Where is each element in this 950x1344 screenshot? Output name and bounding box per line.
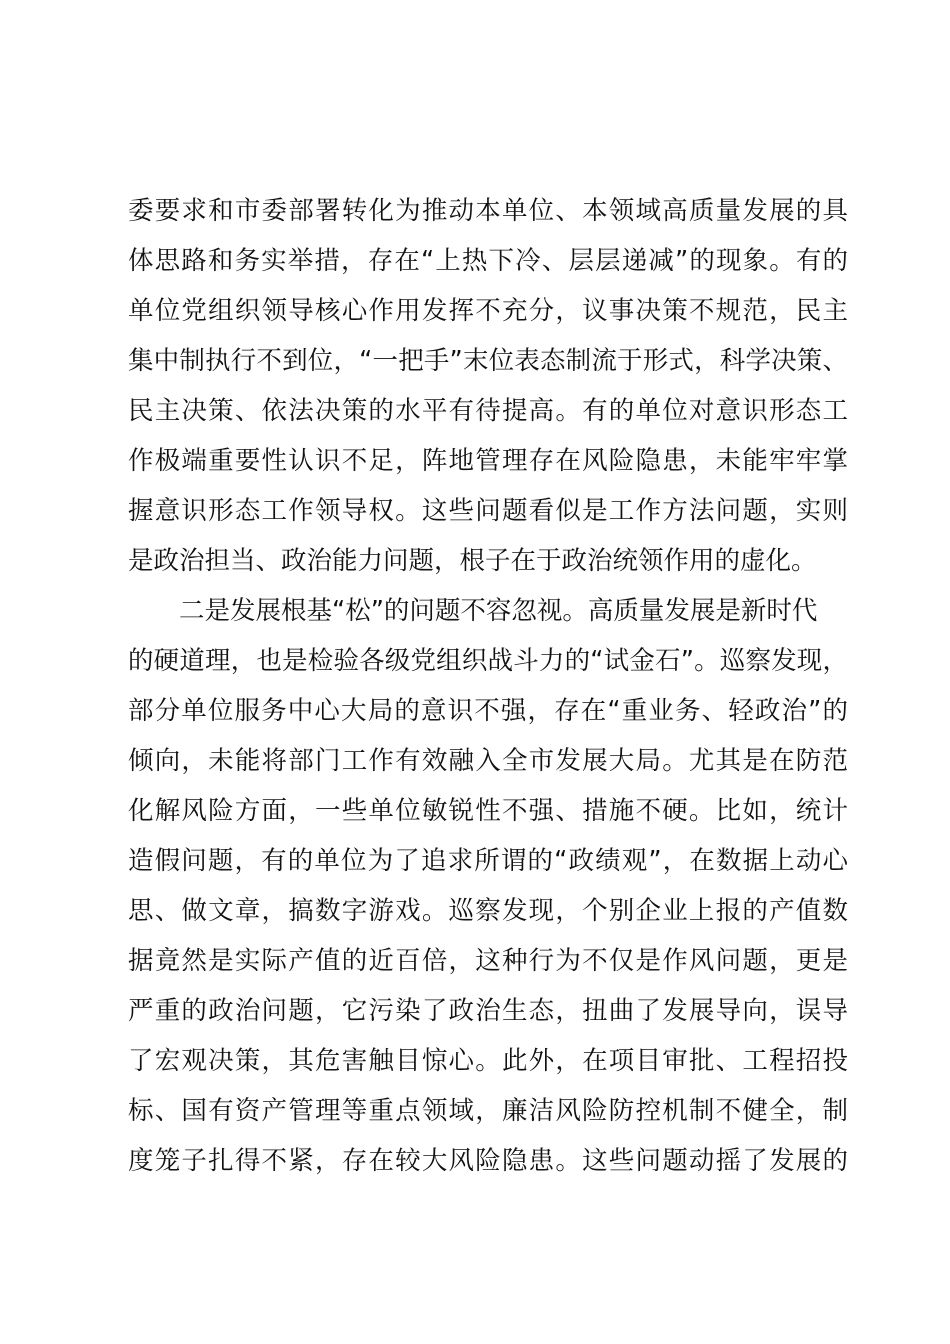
text-line: 集中制执行不到位，“一把手”末位表态制流于形式，科学决策、 bbox=[128, 346, 848, 376]
paragraph-start-line: 二是发展根基“松”的问题不容忽视。高质量发展是新时代 bbox=[128, 596, 818, 626]
text-line: 的硬道理，也是检验各级党组织战斗力的“试金石”。巡察发现， bbox=[128, 646, 848, 676]
text-line: 体思路和务实举措，存在“上热下冷、层层递减”的现象。有的 bbox=[128, 246, 848, 276]
paragraph-end-line: 是政治担当、政治能力问题，根子在于政治统领作用的虚化。 bbox=[128, 546, 817, 576]
text-line: 了宏观决策，其危害触目惊心。此外，在项目审批、工程招投 bbox=[128, 1046, 848, 1076]
text-line: 委要求和市委部署转化为推动本单位、本领域高质量发展的具 bbox=[128, 196, 848, 226]
text-line: 单位党组织领导核心作用发挥不充分，议事决策不规范，民主 bbox=[128, 296, 848, 326]
text-line: 握意识形态工作领导权。这些问题看似是工作方法问题，实则 bbox=[128, 496, 848, 526]
text-line: 部分单位服务中心大局的意识不强，存在“重业务、轻政治”的 bbox=[128, 696, 848, 726]
text-line: 思、做文章，搞数字游戏。巡察发现，个别企业上报的产值数 bbox=[128, 896, 848, 926]
text-line: 倾向，未能将部门工作有效融入全市发展大局。尤其是在防范 bbox=[128, 746, 848, 776]
text-line: 度笼子扎得不紧，存在较大风险隐患。这些问题动摇了发展的 bbox=[128, 1146, 848, 1176]
body-text bbox=[128, 186, 848, 1186]
text-line: 民主决策、依法决策的水平有待提高。有的单位对意识形态工 bbox=[128, 396, 848, 426]
text-line: 标、国有资产管理等重点领域，廉洁风险防控机制不健全，制 bbox=[128, 1096, 848, 1126]
text-line: 严重的政治问题，它污染了政治生态，扭曲了发展导向，误导 bbox=[128, 996, 848, 1026]
text-line: 造假问题，有的单位为了追求所谓的“政绩观”，在数据上动心 bbox=[128, 846, 848, 876]
text-line: 据竟然是实际产值的近百倍，这种行为不仅是作风问题，更是 bbox=[128, 946, 848, 976]
text-line: 作极端重要性认识不足，阵地管理存在风险隐患，未能牢牢掌 bbox=[128, 446, 848, 476]
text-line: 化解风险方面，一些单位敏锐性不强、措施不硬。比如，统计 bbox=[128, 796, 848, 826]
